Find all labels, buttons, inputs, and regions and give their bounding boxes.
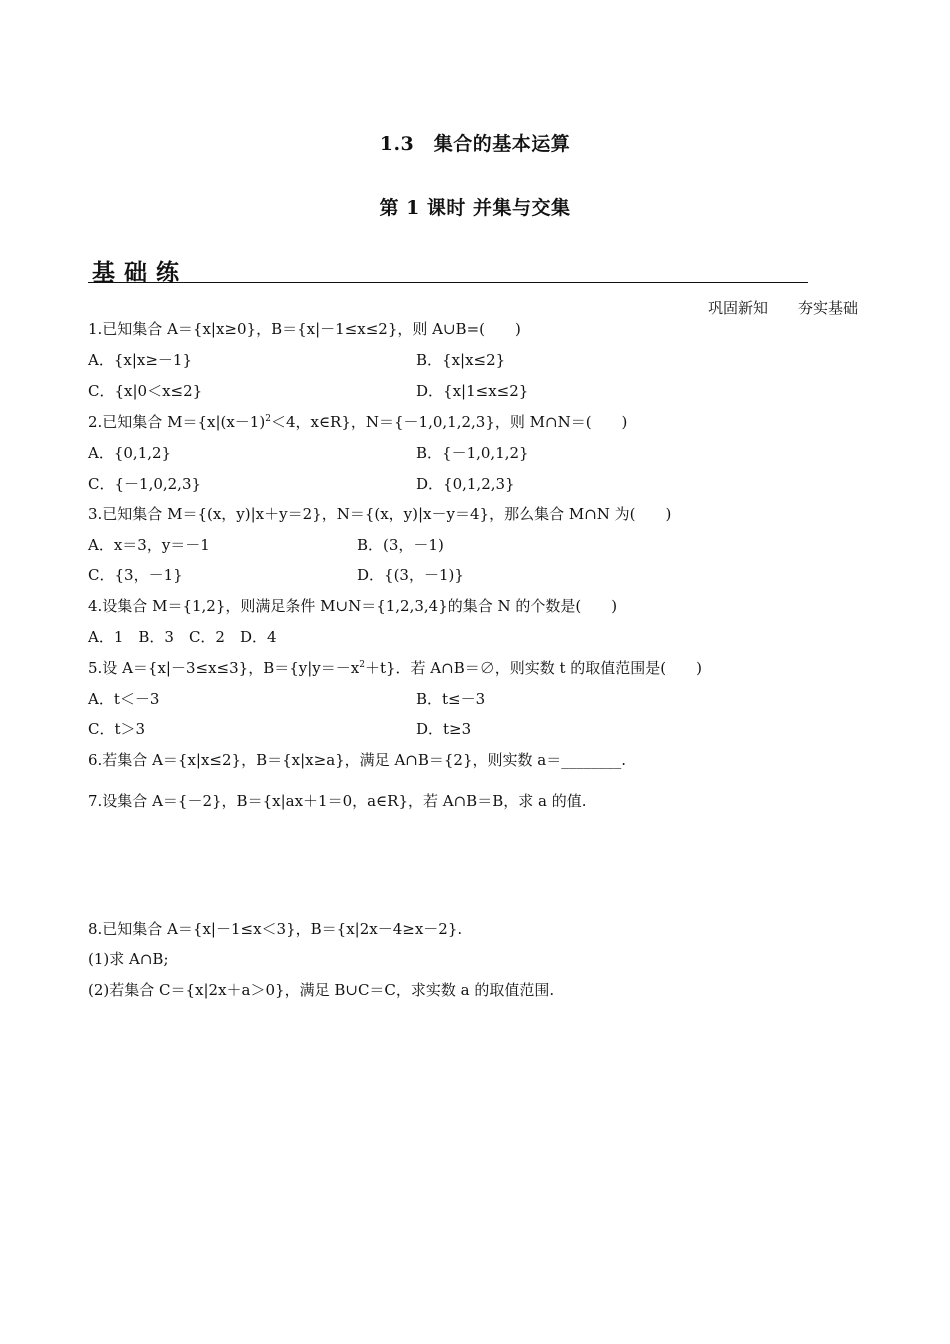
section-tagline: 巩固新知 夯实基础 <box>707 299 858 317</box>
question-2-option-a: A．{0,1,2} <box>88 444 172 462</box>
question-1-option-c: C．{x|0＜x≤2} <box>88 382 203 400</box>
question-1-stem: 1.已知集合 A＝{x|x≥0}，B＝{x|－1≤x≤2}，则 A∪B=( ) <box>88 320 521 338</box>
question-2-stem-part2: ＜4，x∈R}，N＝{－1,0,1,2,3}，则 M∩N＝( ) <box>270 413 628 431</box>
question-2-option-c: C．{－1,0,2,3} <box>88 475 202 493</box>
question-4-stem: 4.设集合 M＝{1,2}，则满足条件 M∪N＝{1,2,3,4}的集合 N 的个数是( ) <box>88 597 618 615</box>
question-8-part-2: (2)若集合 C＝{x|2x＋a＞0}，满足 B∪C＝C，求实数 a 的取值范围. <box>88 981 555 999</box>
question-3-option-d: D．{(3，－1)} <box>357 566 464 584</box>
question-3-option-a: A．x＝3，y＝－1 <box>88 536 210 554</box>
question-6-stem: 6.若集合 A＝{x|x≤2}，B＝{x|x≥a}，满足 A∩B＝{2}，则实数 a＝________. <box>88 751 626 769</box>
question-2-stem-part1: 2.已知集合 M＝{x|(x－1) <box>88 413 266 431</box>
section-header <box>88 252 808 286</box>
question-5-stem <box>88 659 702 677</box>
question-5-stem-part1: 5.设 A＝{x|－3≤x≤3}，B＝{y|y＝－x <box>88 659 360 677</box>
question-1-option-b: B．{x|x≤2} <box>416 351 506 369</box>
question-1-option-a: A．{x|x≥－1} <box>88 351 193 369</box>
question-5-option-b: B．t≤－3 <box>416 690 486 708</box>
question-5-option-d: D．t≥3 <box>416 720 472 738</box>
lesson-subtitle: 第 1 课时 并集与交集 <box>379 197 571 219</box>
question-1-option-d: D．{x|1≤x≤2} <box>416 382 529 400</box>
lesson-title: 1.3 集合的基本运算 <box>379 133 571 155</box>
question-5-option-a: A．t＜－3 <box>88 690 160 708</box>
question-7-stem: 7.设集合 A＝{－2}，B＝{x|ax＋1＝0，a∈R}，若 A∩B＝B，求 a 的值. <box>88 792 587 810</box>
section-title: 基础练 <box>92 260 188 286</box>
question-8-stem: 8.已知集合 A＝{x|－1≤x＜3}，B＝{x|2x－4≥x－2}. <box>88 920 463 938</box>
question-2-exponent: 2 <box>265 414 271 424</box>
question-5-option-c: C．t＞3 <box>88 720 146 738</box>
question-3-stem: 3.已知集合 M＝{(x，y)|x＋y＝2}，N＝{(x，y)|x－y＝4}，那么集合 M∩N 为( ) <box>88 505 672 523</box>
question-3-option-c: C．{3，－1} <box>88 566 183 584</box>
question-2-option-d: D．{0,1,2,3} <box>416 475 515 493</box>
question-3-option-b: B．(3，－1) <box>357 536 444 554</box>
question-4-options: A．1 B．3 C．2 D．4 <box>88 628 277 646</box>
question-8-part-1: (1)求 A∩B; <box>88 950 169 968</box>
question-2-option-b: B．{－1,0,1,2} <box>416 444 529 462</box>
question-5-stem-part2: ＋t}．若 A∩B＝∅，则实数 t 的取值范围是( ) <box>364 659 703 677</box>
question-2-stem <box>88 413 627 431</box>
question-5-exponent: 2 <box>359 660 365 670</box>
